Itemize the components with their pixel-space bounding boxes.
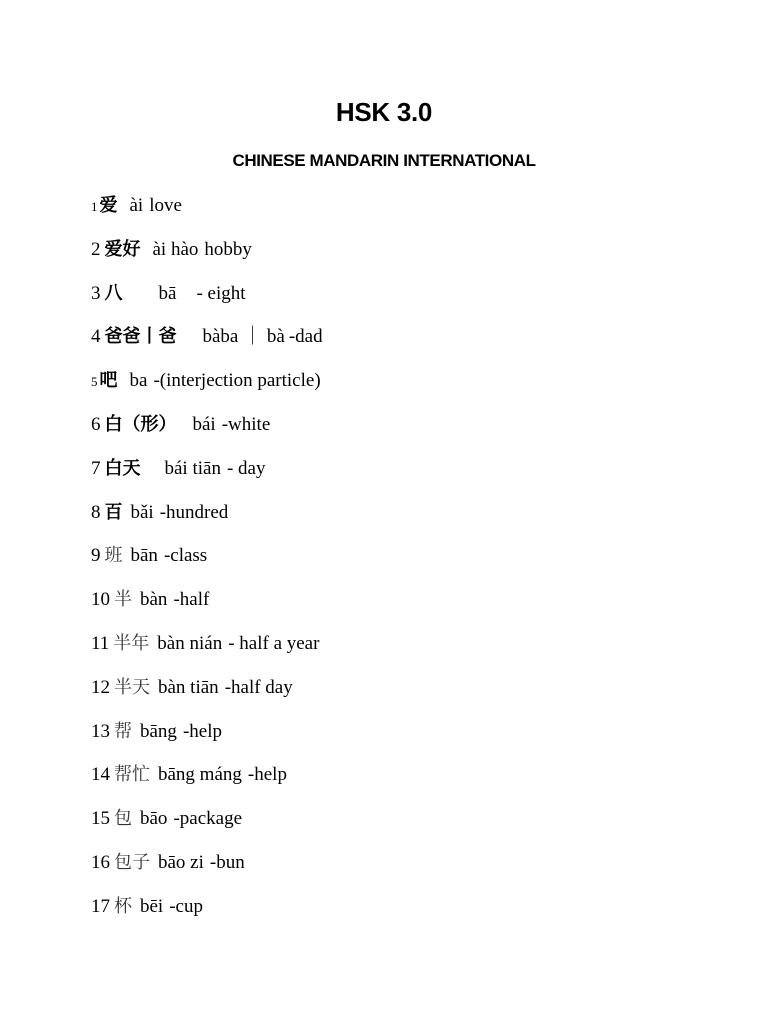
entry-pinyin: bāo zi bbox=[158, 851, 204, 873]
entry-pinyin: bái tiān bbox=[164, 457, 221, 479]
entry-hanzi: 包 bbox=[114, 808, 132, 830]
list-item bbox=[91, 499, 731, 543]
entry-number: 14 bbox=[91, 764, 110, 786]
entry-pinyin: bēi bbox=[140, 895, 164, 917]
entry-pinyin: bàn bbox=[140, 589, 168, 611]
entry-meaning: -white bbox=[221, 413, 271, 435]
entry-pinyin: ba bbox=[129, 370, 148, 392]
entry-hanzi: 半 bbox=[114, 589, 132, 611]
list-item bbox=[91, 586, 731, 630]
entry-number: 17 bbox=[91, 895, 110, 917]
list-item bbox=[91, 761, 731, 805]
list-item bbox=[91, 542, 731, 586]
list-item bbox=[91, 893, 731, 937]
entry-hanzi: 白天 bbox=[104, 457, 141, 479]
entry-hanzi: 半年 bbox=[113, 632, 150, 654]
list-item bbox=[91, 323, 731, 367]
list-item bbox=[91, 192, 731, 236]
entry-number: 2 bbox=[91, 238, 101, 260]
entry-pinyin: bàn nián bbox=[157, 632, 223, 654]
entry-number: 10 bbox=[91, 589, 110, 611]
entry-pinyin: ài bbox=[129, 195, 144, 216]
entry-number: 6 bbox=[91, 413, 101, 435]
entry-meaning: -half bbox=[173, 589, 210, 611]
entry-pinyin: bāng máng bbox=[158, 764, 242, 786]
vocabulary-list bbox=[91, 192, 731, 937]
list-item bbox=[91, 236, 731, 280]
entry-hanzi: 百 bbox=[104, 501, 123, 523]
entry-meaning: hobby bbox=[204, 238, 252, 260]
entry-number: 9 bbox=[91, 545, 101, 567]
entry-pinyin: ài hào bbox=[152, 238, 199, 260]
entry-hanzi: 帮 bbox=[114, 720, 132, 742]
entry-hanzi: 班 bbox=[104, 545, 123, 567]
entry-pinyin: bàn tiān bbox=[158, 676, 219, 698]
entry-meaning: - half a year bbox=[228, 632, 320, 654]
entry-number: 12 bbox=[91, 676, 110, 698]
entry-number: 5 bbox=[91, 374, 98, 390]
page-subtitle: CHINESE MANDARIN INTERNATIONAL bbox=[232, 151, 536, 170]
list-item bbox=[91, 280, 731, 324]
entry-hanzi: 半天 bbox=[114, 676, 150, 698]
entry-meaning: -bun bbox=[209, 851, 245, 873]
entry-pinyin: bái bbox=[192, 413, 216, 435]
entry-pinyin: bāng bbox=[140, 720, 177, 742]
entry-meaning: -package bbox=[173, 808, 242, 830]
entry-meaning: -half day bbox=[224, 676, 293, 698]
list-item bbox=[91, 367, 731, 411]
entry-pinyin: bāo bbox=[140, 808, 168, 830]
list-item bbox=[91, 718, 731, 762]
entry-meaning: -help bbox=[247, 764, 287, 786]
entry-meaning: - day bbox=[226, 457, 266, 479]
list-item bbox=[91, 455, 731, 499]
entry-hanzi: 爱 bbox=[99, 195, 118, 216]
entry-pinyin: bā bbox=[158, 282, 177, 304]
entry-hanzi: 爱好 bbox=[104, 238, 141, 260]
entry-meaning: - eight bbox=[196, 282, 246, 304]
entry-pinyin: bàba ｜ bà bbox=[202, 326, 285, 348]
entry-hanzi: 爸爸丨爸 bbox=[104, 326, 177, 348]
list-item bbox=[91, 849, 731, 893]
list-item bbox=[91, 630, 731, 674]
entry-meaning: -help bbox=[182, 720, 222, 742]
entry-pinyin: bān bbox=[130, 545, 158, 567]
entry-number: 8 bbox=[91, 501, 101, 523]
entry-hanzi: 八 bbox=[104, 282, 123, 304]
list-item bbox=[91, 411, 731, 455]
entry-meaning: -hundred bbox=[159, 501, 229, 523]
entry-meaning: -dad bbox=[288, 326, 323, 348]
entry-number: 4 bbox=[91, 326, 101, 348]
entry-hanzi: 杯 bbox=[114, 895, 132, 917]
list-item bbox=[91, 674, 731, 718]
list-item bbox=[91, 805, 731, 849]
entry-number: 7 bbox=[91, 457, 101, 479]
entry-number: 3 bbox=[91, 282, 101, 304]
entry-hanzi: 吧 bbox=[99, 370, 118, 392]
entry-number: 15 bbox=[91, 808, 110, 830]
entry-number: 16 bbox=[91, 851, 110, 873]
page-title: HSK 3.0 bbox=[335, 97, 433, 127]
entry-meaning: -cup bbox=[169, 895, 203, 917]
entry-hanzi: 帮忙 bbox=[114, 764, 150, 786]
entry-pinyin: bǎi bbox=[130, 501, 154, 523]
entry-meaning: -(interjection particle) bbox=[153, 370, 321, 392]
entry-number: 11 bbox=[91, 632, 110, 654]
entry-meaning: -class bbox=[163, 545, 208, 567]
entry-number: 1 bbox=[91, 199, 98, 214]
entry-hanzi: 包子 bbox=[114, 851, 150, 873]
entry-meaning: love bbox=[149, 195, 182, 216]
entry-number: 13 bbox=[91, 720, 110, 742]
entry-hanzi: 白（形） bbox=[104, 413, 177, 435]
